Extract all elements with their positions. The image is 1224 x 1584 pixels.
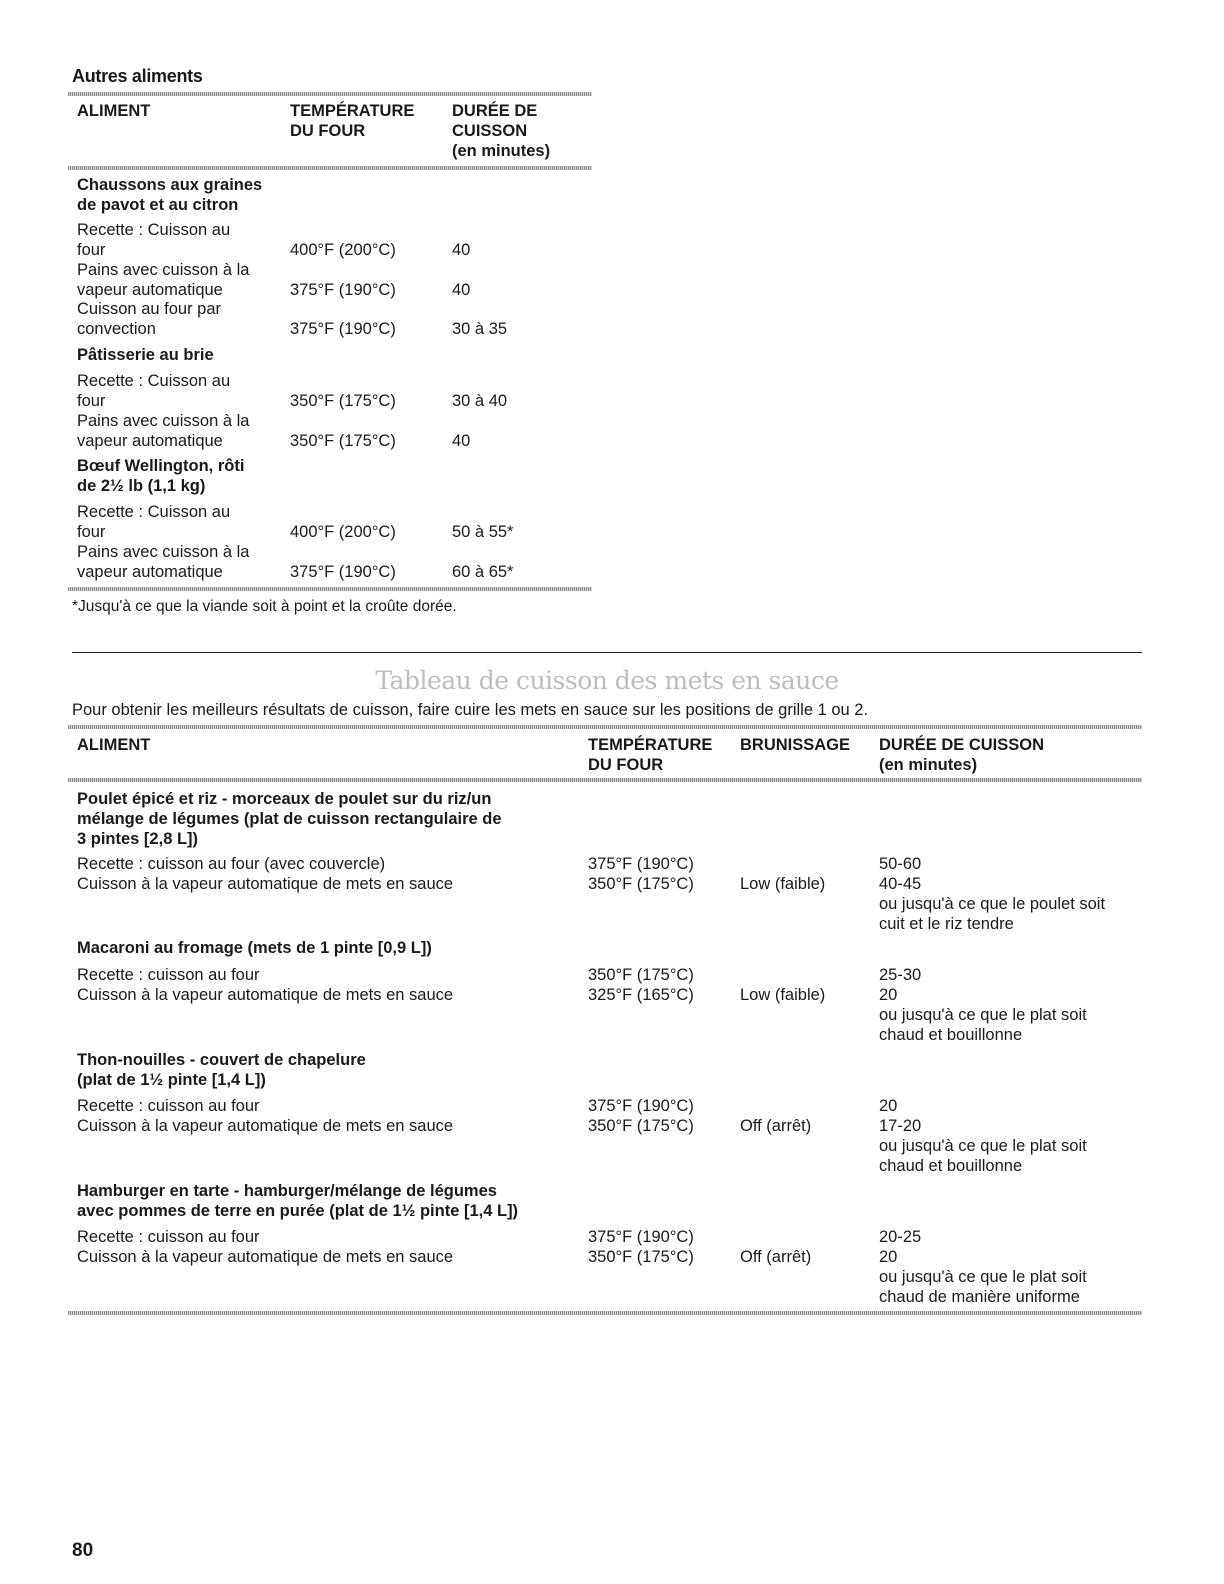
table2-group-title: 3 pintes [2,8 L]) (77, 830, 199, 848)
table1-row-label: Recette : Cuisson au (77, 372, 231, 390)
table1-row-time: 40 (452, 241, 471, 259)
table1-row-label: vapeur automatique (77, 432, 223, 450)
table2-group-title: (plat de 1½ pinte [1,4 L]) (77, 1071, 266, 1089)
table2-row-time-note: ou jusqu'à ce que le plat soit (879, 1137, 1087, 1155)
table2-row-time: 20-25 (879, 1228, 922, 1246)
table2-row-temp: 350°F (175°C) (588, 966, 694, 984)
table2-row-time-note: ou jusqu'à ce que le poulet soit (879, 895, 1106, 913)
table1-row-temp: 400°F (200°C) (290, 523, 396, 541)
table1-row-time: 50 à 55* (452, 523, 514, 541)
section2-intro: Pour obtenir les meilleurs résultats de cuisson, faire cuire les mets en sauce sur les positions de grille 1 ou 2. (72, 701, 869, 719)
table1-row-label: convection (77, 320, 156, 338)
table1-header-dur-2: CUISSON (452, 122, 528, 140)
table2-group-title: mélange de légumes (plat de cuisson rectangulaire de (77, 810, 502, 828)
table2-row-label: Recette : cuisson au four (77, 1228, 260, 1246)
table2-header-rule (68, 778, 1142, 782)
table1-bottom-rule (68, 587, 592, 591)
table2-row-temp: 350°F (175°C) (588, 875, 694, 893)
table1-footnote: *Jusqu'à ce que la viande soit à point et la croûte dorée. (72, 598, 457, 615)
table2-row-label: Recette : cuisson au four (77, 966, 260, 984)
table2-row-label: Cuisson à la vapeur automatique de mets en sauce (77, 1117, 454, 1135)
table1-row-time: 30 à 40 (452, 392, 508, 410)
table2-row-time-note: ou jusqu'à ce que le plat soit (879, 1268, 1087, 1286)
table2-row-time: 20 (879, 1097, 898, 1115)
table1-row-time: 60 à 65* (452, 563, 514, 581)
table1-row-temp: 375°F (190°C) (290, 281, 396, 299)
table2-header-dur-1: DURÉE DE CUISSON (879, 736, 1045, 754)
table1-top-rule (68, 92, 592, 96)
table2-row-time-note: cuit et le riz tendre (879, 915, 1014, 933)
table2-row-brunissage: Low (faible) (740, 986, 826, 1004)
table2-row-time: 25-30 (879, 966, 922, 984)
table2-row-label: Cuisson à la vapeur automatique de mets en sauce (77, 1248, 454, 1266)
table1-row-label: four (77, 523, 106, 541)
table1-row-time: 30 à 35 (452, 320, 508, 338)
table2-row-temp: 350°F (175°C) (588, 1117, 694, 1135)
table2-row-time-note: chaud de manière uniforme (879, 1288, 1080, 1306)
table2-group-title: Thon-nouilles - couvert de chapelure (77, 1051, 366, 1069)
table1-group-title: de 2½ lb (1,1 kg) (77, 477, 206, 495)
table2-row-temp: 375°F (190°C) (588, 1097, 694, 1115)
page-number: 80 (72, 1540, 94, 1561)
table1-row-label: Recette : Cuisson au (77, 503, 231, 521)
table2-row-brunissage: Low (faible) (740, 875, 826, 893)
table1-row-label: vapeur automatique (77, 563, 223, 581)
table2-header-dur-2: (en minutes) (879, 756, 978, 774)
table2-row-label: Cuisson à la vapeur automatique de mets en sauce (77, 875, 454, 893)
table2-row-time-note: ou jusqu'à ce que le plat soit (879, 1006, 1087, 1024)
table1-header-dur-1: DURÉE DE (452, 102, 538, 120)
table1-group-title: Chaussons aux graines (77, 176, 263, 194)
table2-bottom-rule (68, 1311, 1142, 1315)
table2-header-brunissage: BRUNISSAGE (740, 736, 851, 754)
section-title-mets-en-sauce: Tableau de cuisson des mets en sauce (375, 666, 839, 695)
table2-top-rule (68, 725, 1142, 729)
table1-row-label: Pains avec cuisson à la (77, 412, 250, 430)
table1-row-temp: 375°F (190°C) (290, 320, 396, 338)
table2-row-time-note: chaud et bouillonne (879, 1026, 1023, 1044)
table1-row-label: vapeur automatique (77, 281, 223, 299)
table1-row-temp: 350°F (175°C) (290, 392, 396, 410)
table1-row-temp: 400°F (200°C) (290, 241, 396, 259)
table1-row-time: 40 (452, 281, 471, 299)
table2-group-title: avec pommes de terre en purée (plat de 1½ pinte [1,4 L]) (77, 1202, 519, 1220)
table2-header-temp-1: TEMPÉRATURE (588, 736, 713, 754)
table2-row-temp: 375°F (190°C) (588, 1228, 694, 1246)
table2-row-time: 20 (879, 1248, 898, 1266)
table1-header-temp-1: TEMPÉRATURE (290, 102, 415, 120)
table1-row-label: Cuisson au four par (77, 300, 221, 318)
table1-row-label: Pains avec cuisson à la (77, 261, 250, 279)
table1-row-label: Recette : Cuisson au (77, 221, 231, 239)
table2-row-label: Recette : cuisson au four (77, 1097, 260, 1115)
table2-group-title: Hamburger en tarte - hamburger/mélange de légumes (77, 1182, 497, 1200)
table2-row-time: 40-45 (879, 875, 922, 893)
section-divider (72, 652, 1142, 653)
table2-row-brunissage: Off (arrêt) (740, 1117, 812, 1135)
table2-row-temp: 325°F (165°C) (588, 986, 694, 1004)
table1-row-label: four (77, 241, 106, 259)
table1-group-title: de pavot et au citron (77, 196, 239, 214)
table2-header-temp-2: DU FOUR (588, 756, 664, 774)
table2-row-temp: 375°F (190°C) (588, 855, 694, 873)
table1-row-temp: 350°F (175°C) (290, 432, 396, 450)
table1-header-rule (68, 166, 592, 170)
table1-header-aliment: ALIMENT (77, 102, 151, 120)
table2-row-brunissage: Off (arrêt) (740, 1248, 812, 1266)
table2-row-time: 17-20 (879, 1117, 922, 1135)
table2-row-time: 20 (879, 986, 898, 1004)
section-title-autres-aliments: Autres aliments (72, 66, 203, 86)
table2-row-label: Cuisson à la vapeur automatique de mets en sauce (77, 986, 454, 1004)
table1-header-dur-3: (en minutes) (452, 142, 551, 160)
table2-row-label: Recette : cuisson au four (avec couvercle) (77, 855, 386, 873)
table2-header-aliment: ALIMENT (77, 736, 151, 754)
table1-header-temp-2: DU FOUR (290, 122, 366, 140)
table1-row-label: four (77, 392, 106, 410)
table1-group-title: Pâtisserie au brie (77, 346, 214, 364)
table2-row-time-note: chaud et bouillonne (879, 1157, 1023, 1175)
table1-row-time: 40 (452, 432, 471, 450)
table1-row-label: Pains avec cuisson à la (77, 543, 250, 561)
table2-row-time: 50-60 (879, 855, 922, 873)
table2-group-title: Macaroni au fromage (mets de 1 pinte [0,9 L]) (77, 939, 432, 957)
table2-group-title: Poulet épicé et riz - morceaux de poulet sur du riz/un (77, 790, 492, 808)
table2-row-temp: 350°F (175°C) (588, 1248, 694, 1266)
table1-row-temp: 375°F (190°C) (290, 563, 396, 581)
table1-group-title: Bœuf Wellington, rôti (77, 457, 245, 475)
